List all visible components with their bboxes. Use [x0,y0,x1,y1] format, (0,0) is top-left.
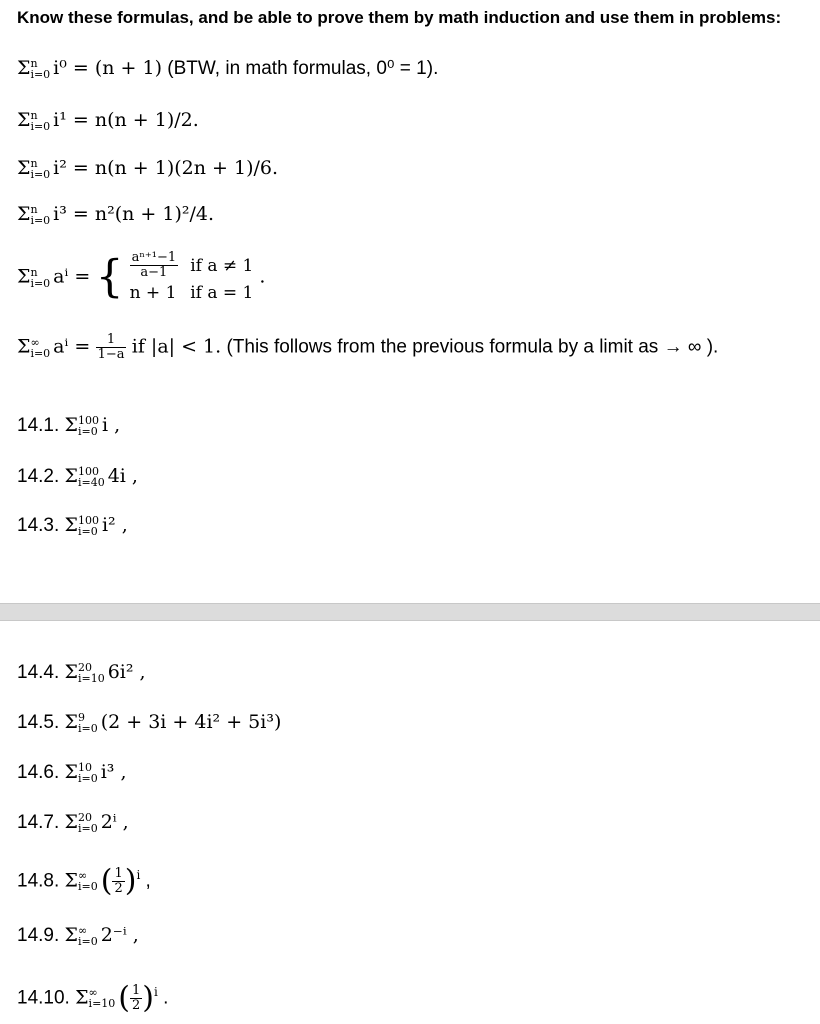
problem-14-8: 14.8. Σ ∞ i=0 ( $\frac{1}{2}$ )$^i$ , [17,863,151,899]
problem-label: 14.3. [17,515,60,536]
sigma-symbol: Σ [17,157,31,179]
sigma-symbol: Σ [17,203,31,225]
problem-label: 14.2. [17,466,60,487]
infinite-fraction: $\frac{1}{1-a}$ [97,332,125,362]
case2-condition: if a = 1 [190,283,254,303]
problem-14-5: 14.5. Σ 9 i=0 (2 + 3i + 4i² + 5i³) [17,710,282,735]
piecewise-cases [124,250,260,305]
formula-body: i⁰ = (n + 1) [53,57,163,79]
sum-limits: n i=0 [30,265,51,290]
case1-fraction: $\frac{\text{aⁿ⁺¹−1}}{a-1}$ [131,250,177,280]
problem-14-3: 14.3. Σ 100 i=0 i² , [17,513,128,538]
section-divider [0,603,820,621]
sigma-symbol: Σ [17,57,31,79]
infinite-note: (This follows from the previous formula by a limit as → ∞ ). [221,336,719,358]
problem-14-4: 14.4. Σ 20 i=10 6i² , [17,660,146,685]
formula-lhs: aⁱ = [53,265,91,288]
problem-label: 14.5. [17,712,60,733]
case2-value: n + 1 [129,283,177,303]
problem-14-9: 14.9. Σ ∞ i=0 2⁻ⁱ , [17,923,139,948]
sigma-symbol: Σ [17,335,31,358]
sum-limits: n i=0 [30,202,51,227]
sum-limits: n i=0 [30,156,51,181]
problem-14-10: 14.10. Σ ∞ i=10 ( $\frac{1}{2}$ )$^i$ . [17,980,169,1016]
formula-body: i¹ = n(n + 1)/2. [53,109,199,131]
problem-14-2: 14.2. Σ 100 i=40 4i , [17,464,138,489]
infinite-condition: if |a| < 1. [131,335,222,358]
formula-sum-i0 [17,56,438,81]
sigma-symbol: Σ [17,109,31,131]
formula-geometric-finite: Σ n i=0 aⁱ = { $\frac{\text{aⁿ⁺¹−1}}{a-1}$ if a ≠ 1 n + 1 if a = 1 . [17,250,266,303]
sum-limits: n i=0 [30,56,51,81]
left-brace: { [95,251,124,303]
problem-14-6: 14.6. Σ 10 i=0 i³ , [17,760,127,785]
formula-lhs: aⁱ = [53,335,91,358]
problem-14-1: 14.1. Σ 100 i=0 i , [17,413,121,438]
sum-limits: n i=0 [30,108,51,133]
formula-geometric-infinite [17,333,718,362]
sigma-symbol: Σ [17,265,31,288]
problem-label: 14.7. [17,812,60,833]
formula-body: i² = n(n + 1)(2n + 1)/6. [53,157,279,179]
formula-sum-i1 [17,108,199,133]
problem-14-7: 14.7. Σ 20 i=0 2ⁱ , [17,810,129,835]
instructions-heading: Know these formulas, and be able to prove them by math induction and use them in problems: [17,8,782,27]
sum-limits: ∞ i=0 [30,335,51,360]
problem-label: 14.4. [17,662,60,683]
formula-sum-i2 [17,156,278,181]
problem-label: 14.6. [17,762,60,783]
problem-label: 14.1. [17,415,60,436]
problem-label: 14.8. [17,870,60,892]
problem-label: 14.10. [17,987,70,1009]
case1-condition: if a ≠ 1 [190,255,254,276]
formula-sum-i3 [17,202,214,227]
problem-label: 14.9. [17,925,60,946]
formula-note: (BTW, in math formulas, 0⁰ = 1). [162,58,439,79]
formula-body: i³ = n²(n + 1)²/4. [53,203,215,225]
